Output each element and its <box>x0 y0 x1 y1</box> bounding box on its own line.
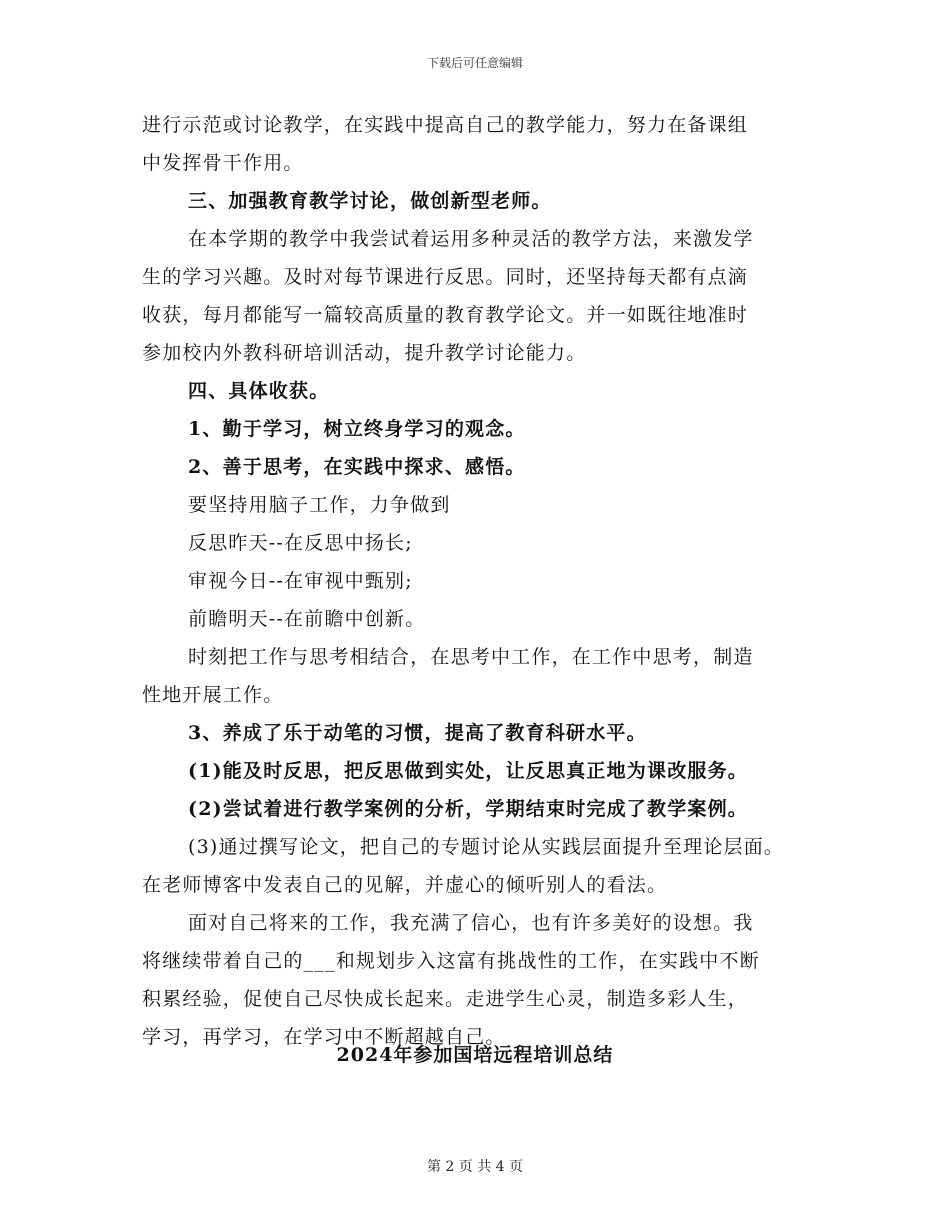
list-item: (3)通过撰写论文，把自己的专题讨论从实践层面提升至理论层面。 <box>188 836 785 858</box>
paragraph-line: 在老师博客中发表自己的见解，并虚心的倾听别人的看法。 <box>142 874 668 896</box>
paragraph-line: 审视今日--在审视中甄别; <box>188 570 413 592</box>
paragraph-line: 学习，再学习，在学习中不断超越自己。 <box>142 1026 506 1048</box>
list-item: (2)尝试着进行教学案例的分析，学期结束时完成了教学案例。 <box>188 798 749 820</box>
subsection-heading: 2、善于思考，在实践中探求、感悟。 <box>188 456 526 478</box>
paragraph-line: 前瞻明天--在前瞻中创新。 <box>188 608 426 630</box>
paragraph-line: 收获，每月都能写一篇较高质量的教育教学论文。并一如既往地准时 <box>142 304 749 326</box>
header-note: 下载后可任意编辑 <box>426 56 523 70</box>
paragraph-line: 时刻把工作与思考相结合，在思考中工作，在工作中思考，制造 <box>188 646 754 668</box>
paragraph-line: 参加校内外教科研培训活动，提升教学讨论能力。 <box>142 342 587 364</box>
paragraph-line: 面对自己将来的工作，我充满了信心，也有许多美好的设想。我 <box>188 912 754 934</box>
list-item: (1)能及时反思，把反思做到实处，让反思真正地为课改服务。 <box>188 760 749 782</box>
paragraph-line: 反思昨天--在反思中扬长; <box>188 532 413 554</box>
paragraph-line: 积累经验，促使自己尽快成长起来。走进学生心灵，制造多彩人生， <box>142 988 749 1010</box>
paragraph-line: 在本学期的教学中我尝试着运用多种灵活的教学方法，来激发学 <box>188 228 754 250</box>
document-body <box>142 106 822 1056</box>
paragraph-line: 生的学习兴趣。及时对每节课进行反思。同时，还坚持每天都有点滴 <box>142 266 749 288</box>
subsection-heading: 3、养成了乐于动笔的习惯，提高了教育科研水平。 <box>188 722 647 744</box>
paragraph-line: 将继续带着自己的___和规划步入这富有挑战性的工作，在实践中不断 <box>142 950 760 972</box>
paragraph-line: 要坚持用脑子工作，力争做到 <box>188 494 451 516</box>
next-section-title: 2024年参加国培远程培训总结 <box>336 1044 614 1066</box>
section-heading: 三、加强教育教学讨论，做创新型老师。 <box>188 190 552 212</box>
section-heading: 四、具体收获。 <box>188 380 330 402</box>
paragraph-line: 进行示范或讨论教学，在实践中提高自己的教学能力，努力在备课组 <box>142 114 749 136</box>
subsection-heading: 1、勤于学习，树立终身学习的观念。 <box>188 418 526 440</box>
paragraph-line: 中发挥骨干作用。 <box>142 152 304 174</box>
page-number: 第 2 页 共 4 页 <box>426 1159 524 1175</box>
paragraph-line: 性地开展工作。 <box>142 684 284 706</box>
